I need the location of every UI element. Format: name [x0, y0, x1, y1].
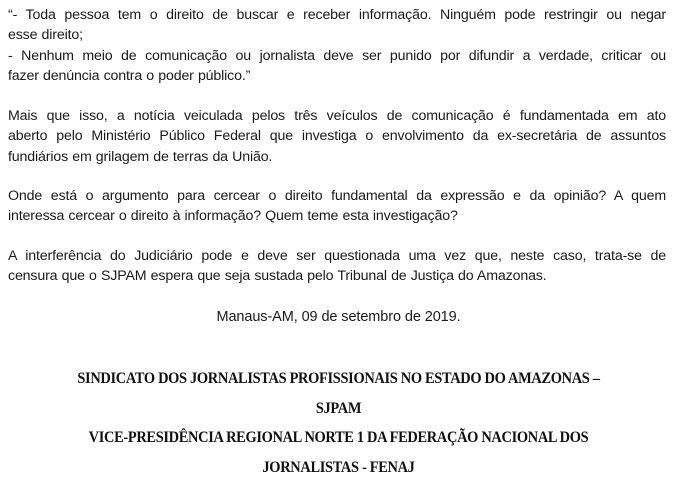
signature-line: SINDICATO DOS JORNALISTAS PROFISSIONAIS NO ESTADO DO AMAZONAS –	[77, 370, 600, 387]
text-line: fundiários em grilagem de terras da União.	[8, 148, 273, 165]
text-line: “- Toda pessoa tem o direito de buscar e receber informação. Ninguém pode restringir ou negar	[8, 7, 666, 23]
text-line: - Nenhum meio de comunicação ou jornalista deve ser punido por difundir a verdade, criticar ou	[8, 47, 666, 64]
signature-block	[24, 364, 654, 482]
signature-line: VICE-PRESIDÊNCIA REGIONAL NORTE 1 DA FEDERAÇÃO NACIONAL DOS	[88, 429, 589, 446]
paragraph-news-basis	[8, 106, 666, 167]
paragraph-questions	[8, 186, 666, 227]
text-line: Mais que isso, a notícia veiculada pelos três veículos de comunicação é fundamentada em ato	[8, 108, 666, 124]
paragraph-judiciary	[8, 246, 666, 287]
text-line: aberto pelo Ministério Público Federal que investiga o envolvimento da ex-secretária de assuntos	[8, 128, 666, 145]
text-line: Onde está o argumento para cercear o direito fundamental da expressão e da opinião? A quem	[8, 188, 666, 204]
text-line: esse direito;	[8, 27, 83, 44]
date-location-line: Manaus-AM, 09 de setembro de 2019.	[216, 309, 461, 325]
paragraph-quote-rights	[8, 5, 666, 86]
text-line: fazer denúncia contra o poder público.”	[8, 67, 251, 84]
text-line: A interferência do Judiciário pode e deve ser questionada uma vez que, neste caso, trata-se de	[8, 248, 666, 264]
text-line: interessa cercear o direito à informação? Quem teme esta investigação?	[8, 208, 458, 225]
signature-line: JORNALISTAS - FENAJ	[262, 458, 415, 476]
signature-line: SJPAM	[315, 399, 362, 417]
text-line: censura que o SJPAM espera que seja sustada pelo Tribunal de Justiça do Amazonas.	[8, 268, 547, 285]
